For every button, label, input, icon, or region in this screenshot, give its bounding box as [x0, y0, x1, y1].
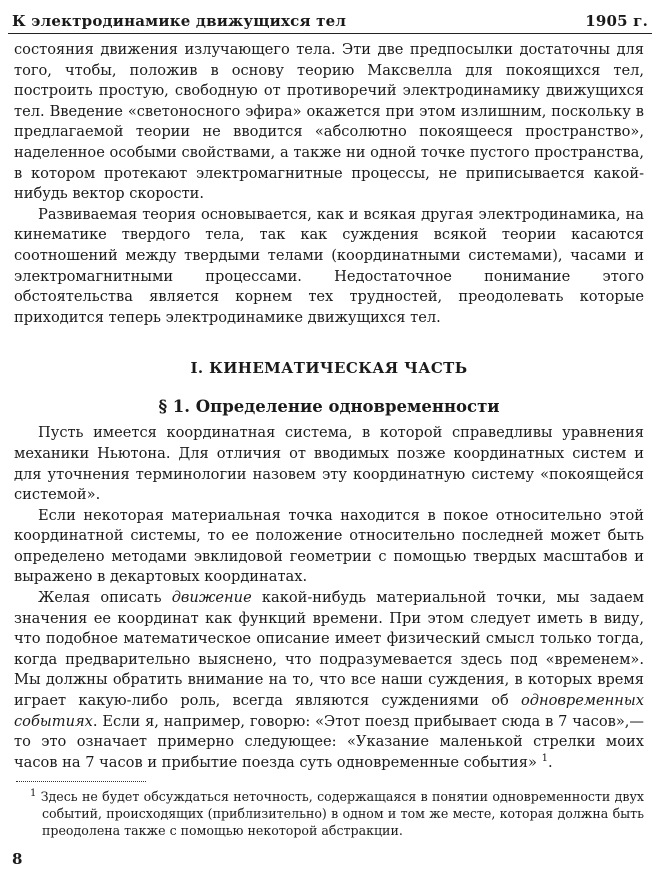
intro-paragraph-1: состояния движения излучающего тела. Эти две предпосылки достаточны для того, чтобы, положив в основу теорию Максвелла для покоящихся тел, построить простую, свободную от противоречий электродинамику движущихся тел. Введение «светоносного эфира» окажется при этом излишним, поскольку в предлагаемой теории не вводится «абсолютно покоящееся пространство», наделенное особыми свойствами, а также ни одной точке пустого пространства, в котором протекают электромагнитные процессы, не приписывается какой-нибудь вектор скорости.	[14, 41, 644, 203]
page-number: 8	[12, 850, 23, 868]
p3-text-a: Желая описать	[38, 589, 172, 607]
footnote-separator	[16, 781, 146, 782]
page-body	[14, 40, 644, 839]
section-paragraph-3	[14, 588, 644, 773]
running-title: К электродинамике движущихся тел	[12, 12, 347, 30]
p3-text-d: .	[547, 753, 553, 771]
p3-text-c: . Если я, например, говорю: «Этот поезд прибывает сюда в 7 часов»,—то это означает примерно следующее: «Указание маленькой стрелки моих часов на 7 часов и прибытие поезда суть одновременные события»	[14, 712, 644, 771]
footnote-reference[interactable]: 1	[541, 752, 548, 764]
footnote-marker: 1	[30, 788, 37, 800]
footnote	[14, 788, 644, 839]
section-paragraph-1: Пусть имеется координатная система, в которой справедливы уравнения механики Ньютона. Для отличия от вводимых позже координатных систем и для уточнения терминологии назовем эту координатную систему «покоящейся системой».	[14, 424, 644, 504]
p3-emphasis-motion: движение	[171, 589, 252, 607]
section-title: I. КИНЕМАТИЧЕСКАЯ ЧАСТЬ	[190, 359, 468, 378]
p3-emphasis-simultaneous: одновременных событиях	[14, 692, 644, 730]
section-paragraph-2: Если некоторая материальная точка находится в покое относительно этой координатной системы, то ее положение относительно последней может быть определено методами эвклидовой геометрии с помощью твердых масштабов и выражено в декартовых координатах.	[14, 506, 644, 586]
footnote-text: Здесь не будет обсуждаться неточность, содержащаяся в понятии одновременности двух событий, происходящих (приблизительно) в одном и том же месте, которая должна быть преодолена также с помощью некоторой абстракции.	[36, 789, 644, 839]
subsection-title: § 1. Определение одновременности	[158, 397, 500, 417]
p3-text-b: какой-нибудь материальной точки, мы задаем значения ее координат как функций времени. При этом следует иметь в виду, что подобное математическое описание имеет физический смысл только тогда, когда предварительно выяснено, что подразумевается здесь под «временем». Мы должны обратить внимание на то, что все наши суждения, в которых время играет какую-либо роль, всегда являются суждениями об	[14, 589, 644, 710]
running-header	[12, 6, 648, 30]
header-year: 1905 г.	[585, 12, 648, 30]
intro-paragraph-2: Развиваемая теория основывается, как и всякая другая электродинамика, на кинематике твердого тела, так как суждения всякой теории касаются соотношений между твердыми телами (координатными системами), часами и электромагнитными процессами. Недостаточное понимание этого обстоятельства является корнем тех трудностей, преодолевать которые приходится теперь электродинамике движущихся тел.	[14, 205, 644, 326]
header-rule	[8, 33, 652, 34]
